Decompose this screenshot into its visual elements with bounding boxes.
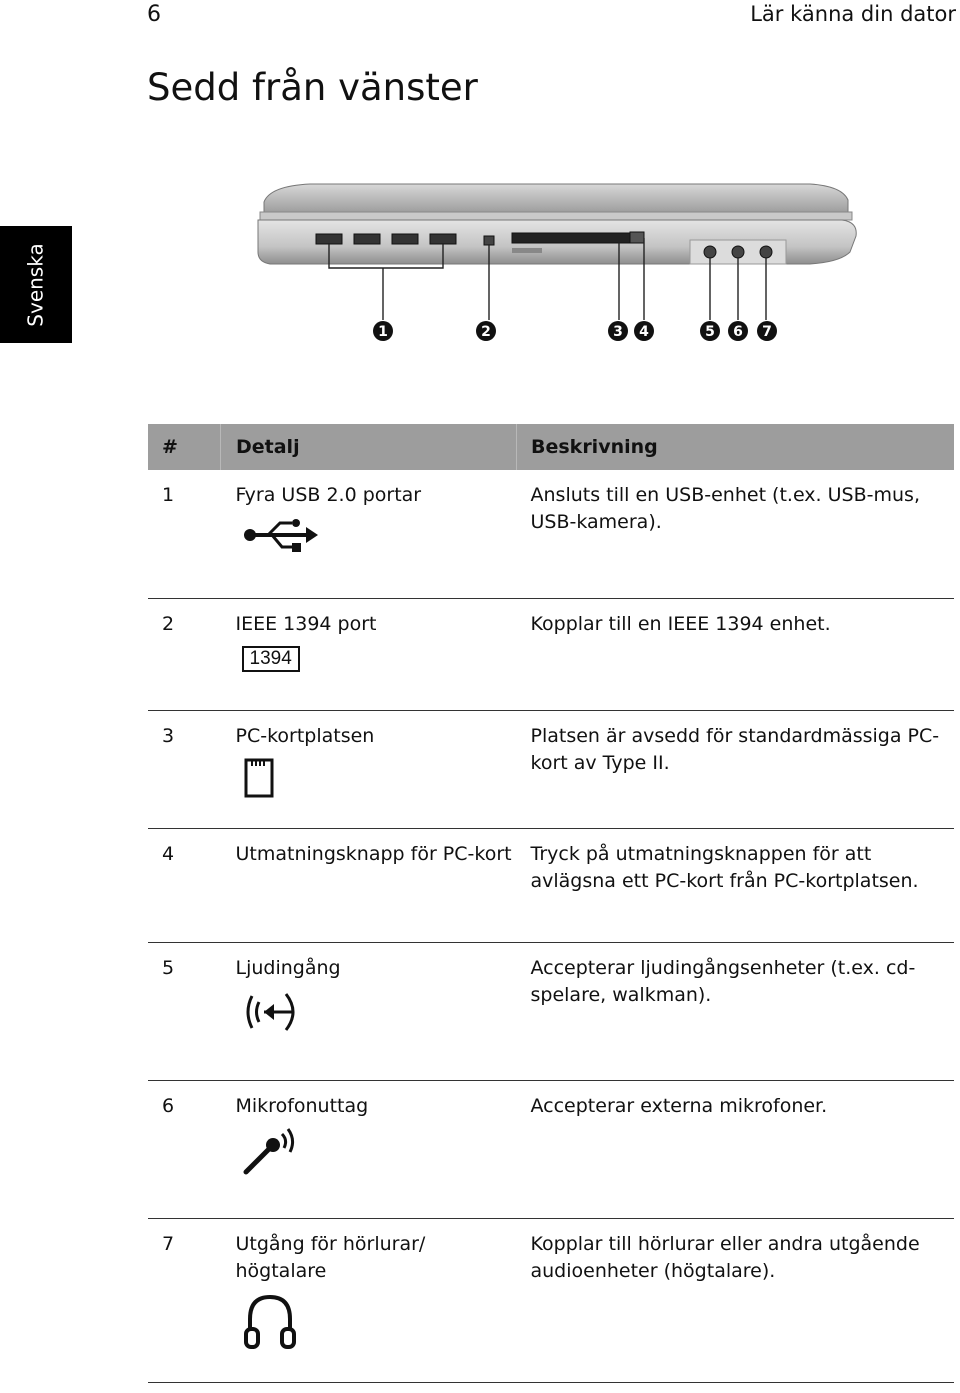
row-description: Tryck på utmatningsknappen för att avlägsna ett PC-kort från PC-kortplatsen. xyxy=(530,842,919,892)
table-row xyxy=(148,828,954,942)
row-detail: Fyra USB 2.0 portar xyxy=(235,484,422,506)
table-row xyxy=(148,942,954,1080)
callout-5-label: 5 xyxy=(705,324,715,340)
table-row xyxy=(148,598,954,710)
header-description: Beskrivning xyxy=(517,424,955,470)
table-row xyxy=(148,1080,954,1218)
callout-2-label: 2 xyxy=(481,324,491,340)
laptop-left-side-illustration xyxy=(250,178,860,348)
row-num: 6 xyxy=(162,1094,175,1117)
row-num: 3 xyxy=(162,724,175,747)
table-header-row xyxy=(148,424,954,470)
row-detail: Utmatningsknapp för PC-kort xyxy=(235,842,512,865)
callout-3-label: 3 xyxy=(613,324,623,340)
row-detail: Utgång för hörlurar/ högtalare xyxy=(235,1232,426,1282)
pc-card-slot-illustration xyxy=(512,233,630,243)
row-description: Platsen är avsedd för standardmässiga PC-kort av Type II. xyxy=(530,724,940,774)
row-num: 7 xyxy=(162,1232,175,1255)
table-row xyxy=(148,710,954,828)
row-num: 4 xyxy=(162,842,175,865)
audio-in-jack-illustration xyxy=(704,246,716,258)
headphone-jack-illustration xyxy=(760,246,772,258)
audio-in-icon xyxy=(242,988,517,1044)
row-num: 2 xyxy=(162,612,175,635)
ieee1394-icon: 1394 xyxy=(242,646,300,672)
row-num: 1 xyxy=(162,484,175,506)
pc-card-eject-illustration xyxy=(630,232,644,243)
headphones-icon xyxy=(242,1291,517,1361)
row-num: 5 xyxy=(162,956,175,979)
header-detail: Detalj xyxy=(221,424,517,470)
row-detail: PC-kortplatsen xyxy=(235,724,375,747)
callout-7-label: 7 xyxy=(762,324,772,340)
callout-4-label: 4 xyxy=(639,324,649,340)
row-description: Accepterar ljudingångsenheter (t.ex. cd-spelare, walkman). xyxy=(530,956,916,1006)
ieee1394-port-illustration xyxy=(484,236,494,245)
callout-1-label: 1 xyxy=(378,324,388,340)
row-detail: Ljudingång xyxy=(235,956,341,979)
row-description: Accepterar externa mikrofoner. xyxy=(530,1094,828,1117)
microphone-icon xyxy=(242,1126,517,1184)
language-tab-label: Svenska xyxy=(24,242,49,327)
microphone-jack-illustration xyxy=(732,246,744,258)
row-description: Kopplar till hörlurar eller andra utgående audioenheter (högtalare). xyxy=(530,1232,920,1282)
table-row xyxy=(148,1218,954,1382)
row-description: Kopplar till en IEEE 1394 enhet. xyxy=(530,612,831,635)
header-num: # xyxy=(148,424,221,470)
row-detail: IEEE 1394 port xyxy=(235,612,377,635)
row-description: Ansluts till en USB-enhet (t.ex. USB-mus, USB-kamera). xyxy=(530,484,920,533)
row-detail: Mikrofonuttag xyxy=(235,1094,369,1117)
section-title: Sedd från vänster xyxy=(147,66,478,109)
page-number: 6 xyxy=(147,2,161,27)
pc-card-icon xyxy=(242,756,517,808)
usb-icon xyxy=(242,515,517,563)
running-header: Lär känna din dator xyxy=(750,2,956,26)
callout-6-label: 6 xyxy=(733,324,743,340)
ports-table xyxy=(148,424,954,1383)
language-tab xyxy=(0,226,72,343)
table-row xyxy=(148,470,954,598)
